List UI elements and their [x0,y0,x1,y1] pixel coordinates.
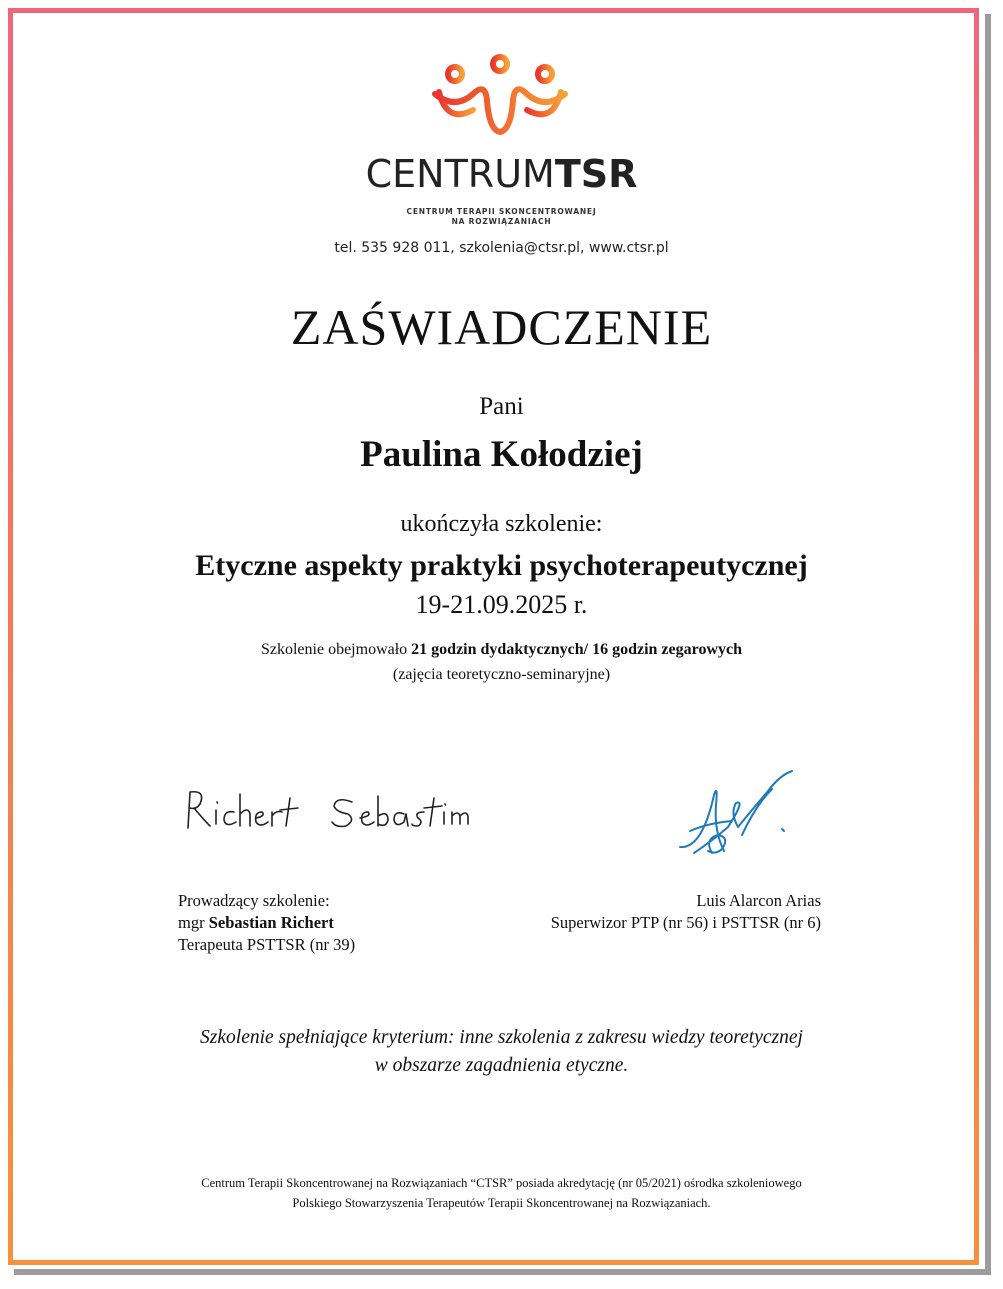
course-hours-note: (zajęcia teoretyczno-seminaryjne) [392,666,611,683]
footer-line1: Centrum Terapii Skoncentrowanej na Rozwiązaniach “CTSR” posiada akredytację (nr 05/2021) ośrodka szkoleniowego [201,1176,802,1190]
supervisor-role: Superwizor PTP (nr 56) i PSTTSR (nr 6) [550,913,821,932]
trainer-label: Prowadzący szkolenie: [178,891,330,910]
trainer-block [178,890,355,956]
course-title: Etyczne aspekty praktyki psychoterapeutycznej [195,549,808,582]
footer-line2: Polskiego Stowarzyszenia Terapeutów Terapii Skoncentrowanej na Rozwiązaniach. [292,1196,711,1210]
criteria-line2: w obszarze zagadnienia etyczne. [374,1055,629,1076]
supervisor-block [551,890,821,934]
course-hours: Szkolenie obejmowało 21 godzin dydaktycznych/ 16 godzin zegarowych [260,641,742,658]
trainer-signature [180,780,480,840]
recipient-name: Paulina Kołodziej [360,434,643,475]
supervisor-name: Luis Alarcon Arias [696,891,821,910]
trainer-role: Terapeuta PSTTSR (nr 39) [178,935,356,954]
contact-info: tel. 535 928 011, szkolenia@ctsr.pl, www.ctsr.pl [334,240,669,256]
course-dates: 19-21.09.2025 r. [415,590,588,619]
brand-subtitle-line2: NA ROZWIĄZANIACH [451,217,552,226]
brand-subtitle-line1: CENTRUM TERAPII SKONCENTROWANEJ [406,207,597,216]
completed-text: ukończyła szkolenie: [400,511,603,537]
criteria-line1: Szkolenie spełniające kryterium: inne szkolenia z zakresu wiedzy teoretycznej [200,1027,803,1048]
trainer-name: mgr Sebastian Richert [178,913,334,932]
supervisor-signature [672,765,812,865]
page-shadow-bottom [14,1269,991,1275]
criteria-statement [0,1024,1003,1080]
brand-name: CENTRUMTSR [365,152,638,196]
salutation: Pani [479,393,524,420]
three-people-icon [425,52,575,144]
certificate-title: ZAŚWIADCZENIE [290,299,713,355]
accreditation-footer [0,1173,1003,1213]
